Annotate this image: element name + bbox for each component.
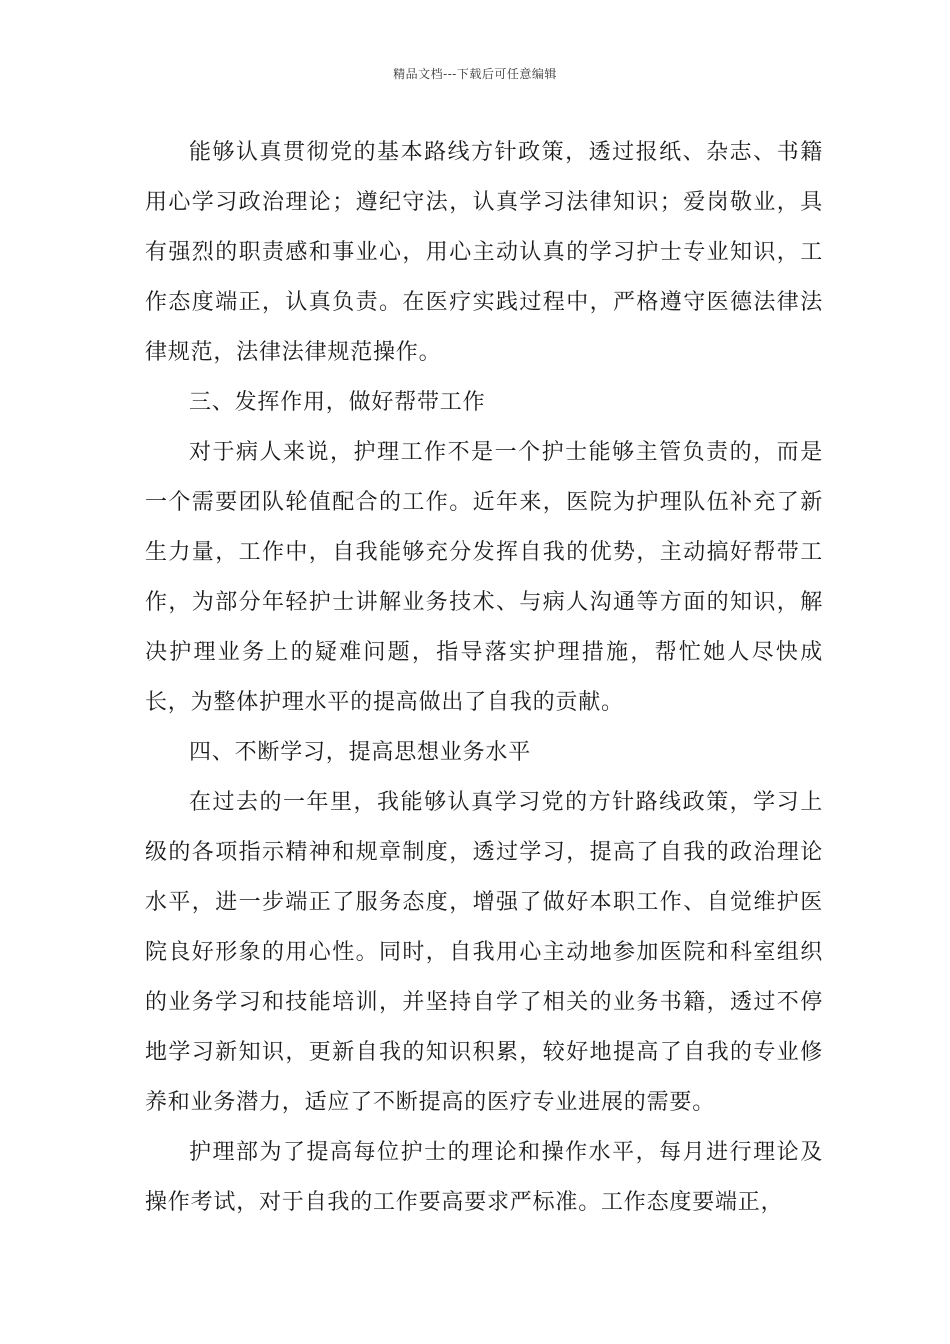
page-header: 精品文档---下载后可任意编辑	[393, 67, 557, 81]
paragraph-learning: 在过去的一年里，我能够认真学习党的方针路线政策，学习上级的各项指示精神和规章制度，透过学习，提高了自我的政治理论水平，进一步端正了服务态度，增强了做好本职工作、自觉维护医院良好形象的用心性。同时，自我用心主动地参加医院和科室组织的业务学习和技能培训，并坚持自学了相关的业务书籍，透过不停地学习新知识，更新自我的知识积累，较好地提高了自我的专业修养和业务潜力，适应了不断提高的医疗专业进展的需要。	[145, 790, 823, 1115]
section-heading-4: 四、不断学习，提高思想业务水平	[189, 740, 532, 765]
paragraph-exams: 护理部为了提高每位护士的理论和操作水平，每月进行理论及操作考试，对于自我的工作要高要求严标准。工作态度要端正，	[145, 1140, 823, 1215]
document-body	[145, 128, 823, 1228]
paragraph-ethics: 能够认真贯彻党的基本路线方针政策，透过报纸、杂志、书籍用心学习政治理论；遵纪守法，认真学习法律知识；爱岗敬业，具有强烈的职责感和事业心，用心主动认真的学习护士专业知识，工作态度端正，认真负责。在医疗实践过程中，严格遵守医德法律法律规范，法律法律规范操作。	[145, 140, 823, 365]
paragraph-mentoring: 对于病人来说，护理工作不是一个护士能够主管负责的，而是一个需要团队轮值配合的工作。近年来，医院为护理队伍补充了新生力量，工作中，自我能够充分发挥自我的优势，主动搞好帮带工作，为部分年轻护士讲解业务技术、与病人沟通等方面的知识，解决护理业务上的疑难问题，指导落实护理措施，帮忙她人尽快成长，为整体护理水平的提高做出了自我的贡献。	[145, 440, 823, 715]
section-heading-3: 三、发挥作用，做好帮带工作	[189, 390, 486, 415]
